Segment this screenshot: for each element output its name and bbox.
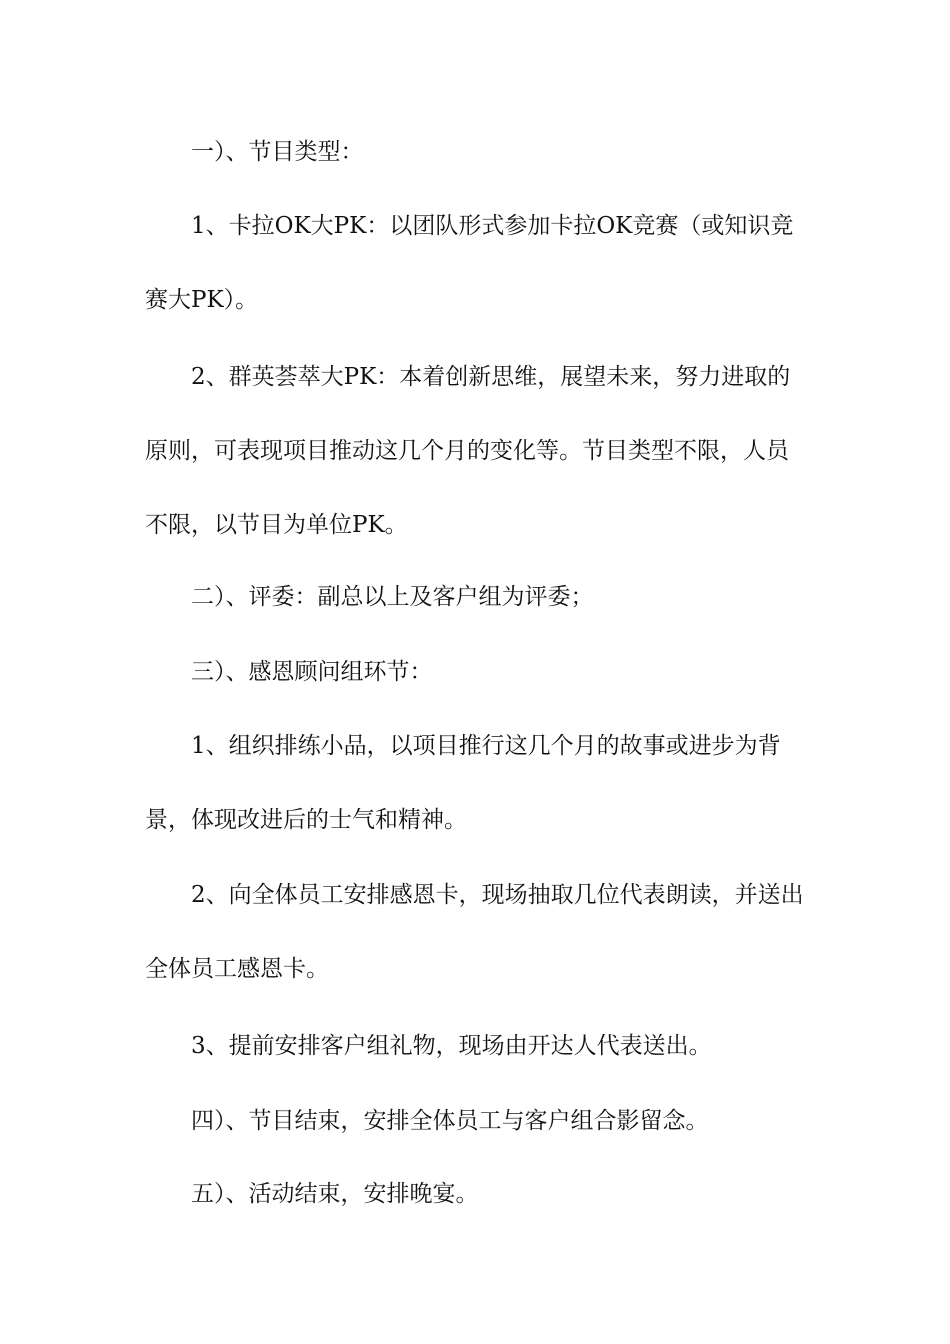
- section-heading-judges: 二）、评委：副总以上及客户组为评委；: [191, 584, 594, 610]
- paragraph-client-gifts: 3、提前安排客户组礼物，现场由开达人代表送出。: [191, 1033, 712, 1059]
- paragraph-talent-pk: 2、群英荟萃大PK：本着创新思维，展望未来，努力进取的原则，可表现项目推动这几个月的变化等。节目类型不限，人员不限，以节目为单位PK。: [145, 364, 791, 538]
- section-heading-gratitude: 三）、感恩顾问组环节：: [191, 659, 433, 685]
- paragraph-karaoke-pk: 1、卡拉OK大PK：以团队形式参加卡拉OK竞赛（或知识竞赛大PK）。: [145, 213, 794, 313]
- section-heading-program-types: 一）、节目类型：: [191, 139, 364, 165]
- paragraph-thank-you-cards: 2、向全体员工安排感恩卡，现场抽取几位代表朗读，并送出全体员工感恩卡。: [145, 882, 804, 982]
- paragraph-skit: 1、组织排练小品，以项目推行这几个月的故事或进步为背景，体现改进后的士气和精神。: [145, 733, 781, 833]
- section-heading-banquet: 五）、活动结束，安排晚宴。: [191, 1181, 479, 1207]
- section-heading-group-photo: 四）、节目结束，安排全体员工与客户组合影留念。: [191, 1108, 709, 1134]
